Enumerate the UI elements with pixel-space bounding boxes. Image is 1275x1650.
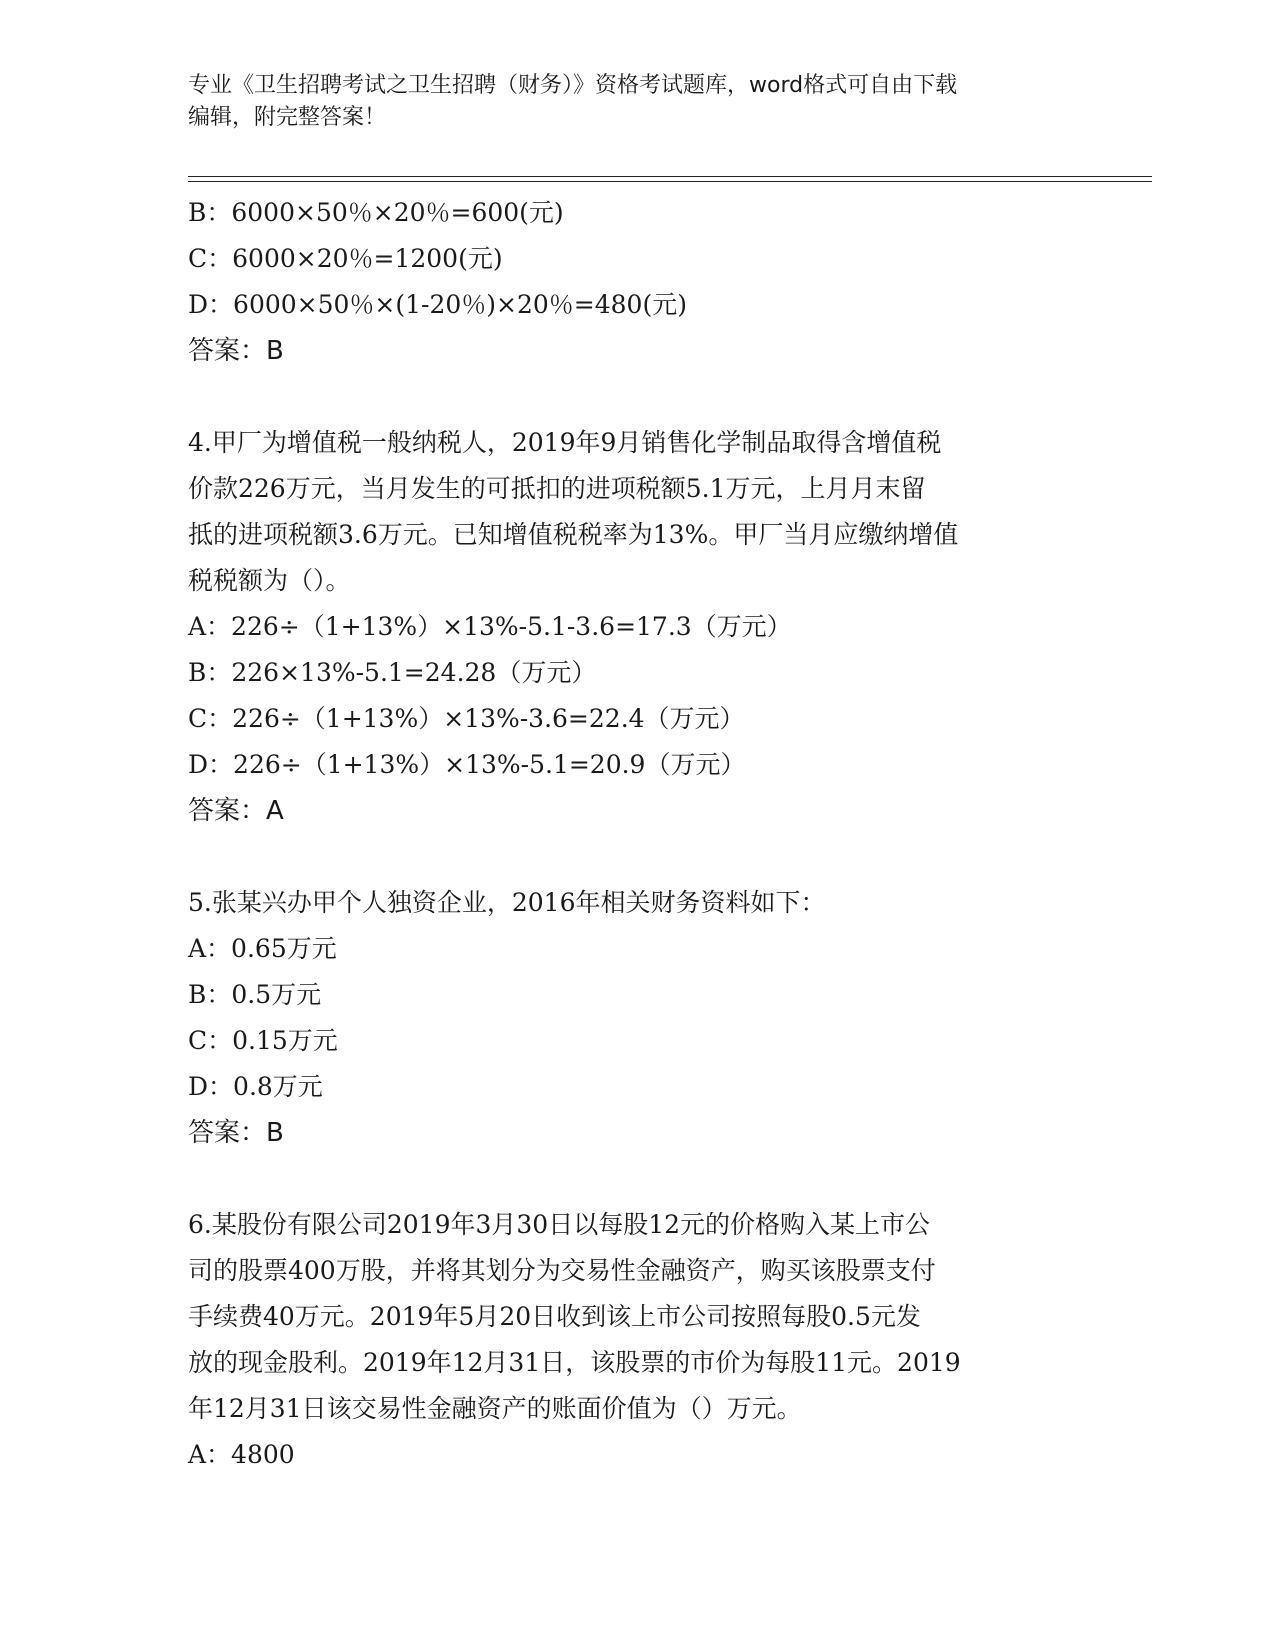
- q5-option-a: A：0.65万元: [188, 934, 337, 963]
- header-line-1: 专业《卫生招聘考试之卫生招聘（财务）》资格考试题库，word格式可自由下载: [188, 73, 958, 98]
- q5-answer: 答案：B: [188, 1118, 284, 1148]
- q5-option-d: D：0.8万元: [188, 1072, 323, 1101]
- q4-option-b: B：226×13%-5.1=24.28（万元）: [188, 658, 597, 687]
- q5-option-b: B：0.5万元: [188, 980, 322, 1009]
- q4-stem-line-3: 抵的进项税额3.6万元。已知增值税税率为13%。甲厂当月应缴纳增值: [188, 520, 959, 549]
- q6-stem-line-5: 年12月31日该交易性金融资产的账面价值为（）万元。: [188, 1394, 802, 1423]
- q3-option-b: B：6000×50％×20％=600(元): [188, 198, 564, 227]
- q6-stem-line-1: 6.某股份有限公司2019年3月30日以每股12元的价格购入某上市公: [188, 1210, 931, 1239]
- q4-option-a: A：226÷（1+13%）×13%-5.1-3.6=17.3（万元）: [188, 612, 792, 641]
- question-4: [188, 420, 1088, 834]
- question-5: [188, 880, 1088, 1156]
- q6-option-a: A：4800: [188, 1440, 295, 1469]
- document-header: [188, 70, 1088, 134]
- q4-option-c: C：226÷（1+13%）×13%-3.6=22.4（万元）: [188, 704, 745, 733]
- q5-option-c: C：0.15万元: [188, 1026, 338, 1055]
- q4-option-d: D：226÷（1+13%）×13%-5.1=20.9（万元）: [188, 750, 746, 779]
- question-content: [188, 190, 1088, 1478]
- header-rule-top: [188, 176, 1152, 177]
- question-6: [188, 1202, 1088, 1478]
- q6-stem-line-2: 司的股票400万股，并将其划分为交易性金融资产，购买该股票支付: [188, 1256, 936, 1285]
- q4-stem-line-2: 价款226万元，当月发生的可抵扣的进项税额5.1万元，上月月末留: [188, 474, 926, 503]
- q6-stem-line-3: 手续费40万元。2019年5月20日收到该上市公司按照每股0.5元发: [188, 1302, 921, 1331]
- q5-stem: 5.张某兴办甲个人独资企业，2016年相关财务资料如下：: [188, 888, 826, 917]
- q6-stem-line-4: 放的现金股利。2019年12月31日，该股票的市价为每股11元。2019: [188, 1348, 961, 1377]
- header-line-2: 编辑，附完整答案！: [188, 105, 387, 130]
- q3-option-d: D：6000×50％×(1-20％)×20％=480(元): [188, 290, 687, 319]
- q3-option-c: C：6000×20％=1200(元): [188, 244, 503, 273]
- question-3: [188, 190, 1088, 374]
- q4-answer: 答案：A: [188, 796, 284, 826]
- q4-stem-line-4: 税税额为（）。: [188, 566, 351, 595]
- header-rule-bottom: [188, 181, 1152, 182]
- q3-answer: 答案：B: [188, 336, 284, 366]
- q4-stem-line-1: 4.甲厂为增值税一般纳税人，2019年9月销售化学制品取得含增值税: [188, 428, 942, 457]
